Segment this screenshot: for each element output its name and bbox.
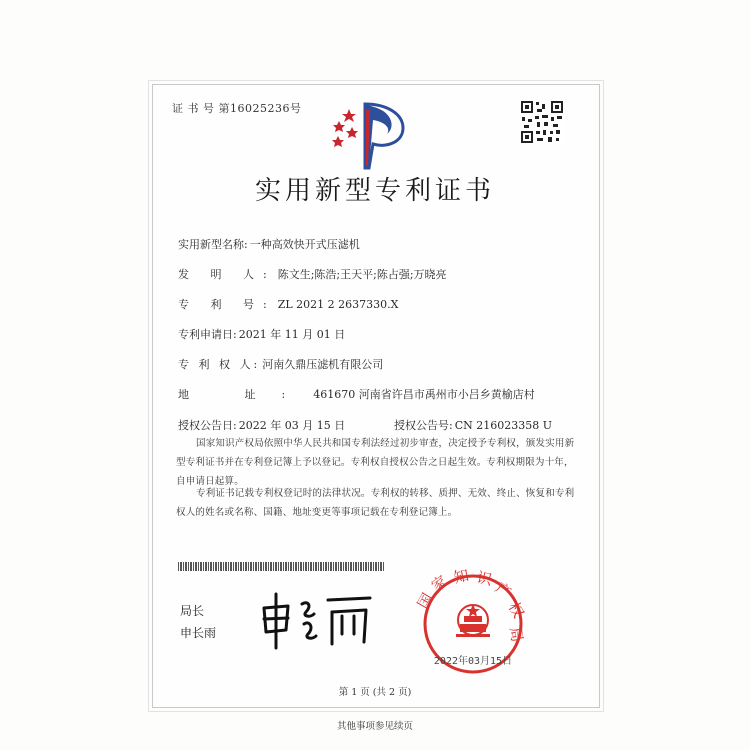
patent-office-logo [325, 100, 415, 170]
seal-char-6: 权 [504, 599, 528, 622]
seal-char-3: 知 [452, 566, 471, 587]
footer-note: 其他事项参见续页 [336, 721, 413, 732]
field-value: 2022 年 03 月 15 日 [238, 419, 346, 432]
certificate-title: 实用新型专利证书 [254, 176, 495, 206]
field-grant-number [394, 417, 552, 433]
director-title: 局长 [180, 604, 205, 618]
field-label: 专 利 权 人: [178, 358, 261, 371]
statement-paragraph-1: 国家知识产权局依照中华人民共和国专利法经过初步审查，决定授予专利权，颁发实用新型专利证书并在专利登记簿上予以登记。专利权自授权公告之日起生效。专利权期限为十年，自申请日起算。 [176, 438, 575, 487]
national-emblem [456, 604, 490, 637]
page-number: 第 1 页 (共 2 页) [338, 687, 412, 698]
director-signature [258, 590, 378, 650]
field-grant-date [178, 417, 345, 433]
logo-star-1 [342, 109, 356, 122]
field-value: 461670 河南省许昌市禹州市小吕乡黄榆店村 [313, 388, 535, 401]
seal-date: 2022年03月15日 [433, 656, 513, 667]
field-value: ZL 2021 2 2637330.X [277, 298, 399, 311]
field-label: 实用新型名称: [178, 238, 248, 251]
field-patentee [178, 356, 383, 372]
certificate-number: 证 书 号 第16025236号 [172, 102, 302, 115]
field-inventors [178, 266, 447, 282]
seal-char-5: 产 [491, 578, 515, 602]
logo-star-4 [332, 136, 344, 147]
official-seal [410, 566, 536, 676]
field-filing-date [178, 326, 345, 342]
field-value: 陈文生;陈浩;王天平;陈占强;万晓亮 [277, 268, 447, 281]
logo-star-3 [346, 127, 358, 138]
director-name: 申长雨 [180, 626, 217, 640]
field-value: 一种高效快开式压滤机 [249, 238, 360, 251]
field-label: 授权公告号: [394, 419, 453, 432]
seal-char-7: 局 [506, 625, 527, 644]
field-value: 河南久鼎压滤机有限公司 [262, 358, 384, 371]
seal-char-2: 家 [427, 571, 451, 596]
qr-code [520, 100, 564, 144]
seal-char-4: 识 [475, 568, 494, 590]
field-label: 专 利 号: [178, 298, 276, 311]
field-label: 授权公告日: [178, 419, 237, 432]
field-value: 2021 年 11 月 01 日 [238, 328, 346, 341]
field-value: CN 216023358 U [454, 419, 553, 432]
field-label: 发 明 人: [178, 268, 276, 281]
statement-paragraph-2: 专利证书记载专利权登记时的法律状况。专利权的转移、质押、无效、终止、恢复和专利权人的姓名或名称、国籍、地址变更等事项记载在专利登记簿上。 [176, 488, 575, 518]
field-address [178, 386, 535, 402]
field-utility-model-name [178, 236, 360, 252]
field-label: 地 址: [178, 388, 312, 401]
seal-char-1: 国 [413, 589, 437, 612]
barcode [178, 562, 384, 571]
field-patent-number [178, 296, 398, 312]
field-label: 专利申请日: [178, 328, 237, 341]
logo-star-2 [333, 121, 345, 132]
